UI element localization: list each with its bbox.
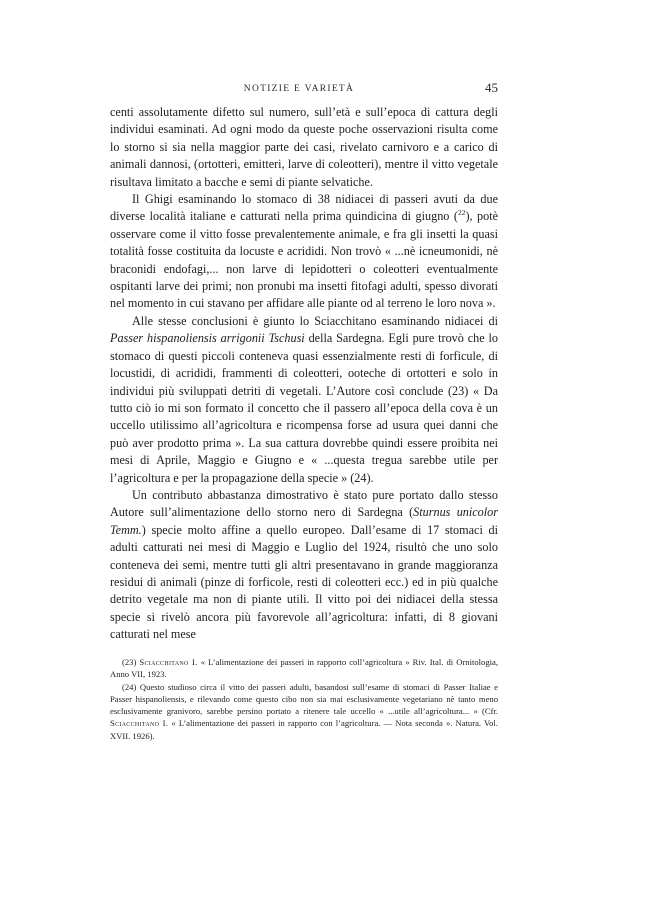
paragraph-3-start: Alle stesse conclusioni è giunto lo Sciacchitano esaminando nidiacei di	[132, 313, 498, 328]
footnote-24-text-start: Questo studioso circa il vitto dei passeri adulti, basandosi sull’esame di stomaci di Passer Italiae e Passer hispanoliensis, e rilevando come questo cibo non sia mai esclusivamente vegetariano nè tanto meno esclusivamente granivoro, sarebbe persino portato a ritenere tale uccello « ...utile all’agricoltura... » (Cfr.	[110, 681, 498, 717]
paragraph-2-end: ), potè osservare come il vitto fosse prevalentemente animale, e fra gli insetti la quasi totalità fosse costituita da locuste e acrididi. Non trovò « ...nè icneumonidi, nè braconidi endofagi,... non larve di lepidotteri o coleotteri eventualmente ospitanti larve dei primi; non pronubi ma insetti fitofagi adulti, spesso divorati nel momento in cui stavano per affidare alle piante od al terreno le loro nova ».	[110, 209, 498, 311]
footnote-24-text-end: « L’alimentazione dei passeri in rapporto con l’agricoltura. — Nota seconda ». Natura. Vol. XVII. 1926).	[110, 718, 498, 741]
paragraph-1: centi assolutamente difetto sul numero, sull’età e sull’epoca di cattura degli individui esaminati. Ad ogni modo da queste poche osservazioni risulta come lo storno si sia nella maggior parte dei casi, rivelato carnivoro e a carico di animali dannosi, (ortotteri, emitteri, larve di coleotteri), mentre il vitto vegetale risultava limitato a bacche e semi di piante selvatiche.	[110, 105, 498, 189]
species-name-passer: Passer hispanoliensis arrigonii Tschusi	[110, 331, 305, 346]
species-name-sturnus: Sturnus unicolor Temm.	[110, 505, 498, 537]
footnote-24-author: Sciacchitano I.	[110, 718, 169, 729]
paragraph-4	[110, 487, 498, 644]
paragraph-2-start: Il Ghigi esaminando lo stomaco di 38 nidiacei di passeri avuti da due diverse località italiane e catturati nella prima quindicina di giugno (	[110, 192, 498, 224]
paragraph-4-end: ) specie molto affine a quello europeo. Dall’esame di 17 stomaci di adulti catturati nei mesi di Maggio e Luglio del 1924, risultò che uno solo conteneva dei semi, mentre tutti gli altri presentavano in grande maggioranza residui di animali (pinze di forficole, resti di coleotteri ecc.) ed in più qualche detrito vegetale ma non di piante utili. Il vitto poi dei nidiacei della stessa specie si rivelò ancora più favorevole all’agricoltura: infatti, di 8 giovani catturati nel mese	[110, 522, 498, 642]
footnote-24	[110, 681, 498, 742]
footnote-ref-22: 22	[457, 208, 466, 218]
paragraph-3-end: della Sardegna. Egli pure trovò che lo stomaco di questi piccoli conteneva quasi essenzialmente resti di forficule, di locustidi, di acrididi, frammenti di coleotteri, ooteche di ortotteri e solo in individui più sviluppati detriti di vegetali. L’Autore così conclude (23) « Da tutto ciò io mi son formato il concetto che il passero all’epoca della cova è un uccello utilissimo all’agricoltura e ricompensa forse ad usura quei danni che può aver prodotto prima ». La sua cattura dovrebbe quindi essere proibita nei mesi di Aprile, Maggio e Giugno e « ...questa tregua sarebbe utile per l’agricoltura e per la propagazione della specie » (24).	[110, 331, 498, 485]
paragraph-3	[110, 313, 498, 487]
footnote-23	[110, 656, 498, 681]
main-text	[110, 104, 498, 644]
running-title: NOTIZIE E VARIETÀ	[243, 84, 355, 94]
footnote-24-number: (24)	[122, 681, 137, 692]
footnotes	[110, 656, 498, 742]
footnote-23-text: « L’alimentazione dei passeri in rapporto coll’agricoltura » Riv. Ital. di Ornitologia, Anno VII, 1923.	[110, 657, 498, 680]
footnote-23-author: Sciacchitano I.	[139, 657, 198, 667]
paragraph-4-start: Un contributo abbastanza dimostrativo è stato pure portato dallo stesso Autore sull’alimentazione dello storno nero di Sardegna (	[110, 487, 498, 520]
footnote-23-number: (23)	[122, 657, 137, 667]
paragraph-2	[110, 191, 498, 313]
page-number: 45	[485, 80, 498, 95]
